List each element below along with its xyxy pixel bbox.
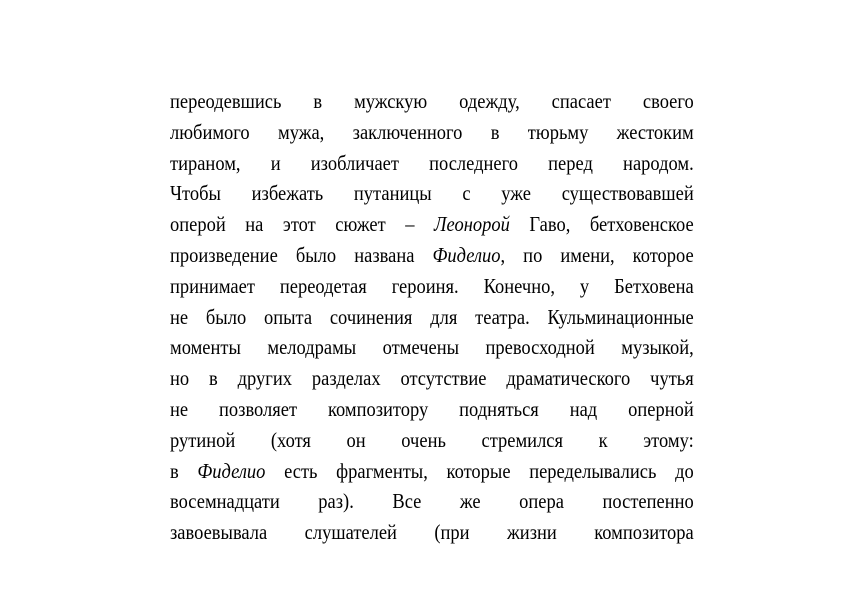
text-segment: , по имени, которое [500,242,694,267]
text-segment: оперой на этот сюжет – [170,212,434,237]
italic-title: Фиделио [432,242,501,267]
text-line [170,117,694,148]
text-segment: завоевывала слушателей (при жизни композитора [170,520,694,545]
text-line [170,240,694,271]
text-line [170,517,694,548]
text-line [170,209,694,240]
text-segment: восемнадцати раз). Все же опера постепенно [170,489,694,514]
text-segment: не было опыта сочинения для театра. Кульминационные [170,304,694,329]
text-line [170,178,694,209]
italic-title: Леонорой [433,212,510,237]
text-segment: произведение было названа [170,242,433,267]
text-segment: Чтобы избежать путаницы с уже существовавшей [170,181,694,206]
text-line [170,148,694,179]
italic-title: Фиделио [197,458,266,483]
text-segment: не позволяет композитору подняться над оперной [170,396,694,421]
text-segment: рутиной (хотя он очень стремился к этому: [170,427,694,452]
text-line [170,394,694,425]
text-line [170,425,694,456]
text-segment: есть фрагменты, которые переделывались до [265,458,694,483]
text-segment: принимает переодетая героиня. Конечно, у Бетховена [170,273,694,298]
text-segment: тираном, и изобличает последнего перед народом. [170,150,694,175]
text-segment: переодевшись в мужскую одежду, спасает своего [170,89,694,113]
text-line [170,302,694,333]
text-line [170,456,694,487]
text-line [170,363,694,394]
text-line [170,86,694,117]
text-segment: Гаво, бетховенское [509,212,694,237]
text-line [170,332,694,363]
text-segment: любимого мужа, заключенного в тюрьму жестоким [170,119,694,144]
text-line [170,486,694,517]
text-segment: в [170,458,198,483]
text-segment: моменты мелодрамы отмечены превосходной музыкой, [170,335,694,360]
text-line [170,271,694,302]
body-text [170,86,694,548]
text-segment: но в других разделах отсутствие драматического чутья [170,366,694,391]
